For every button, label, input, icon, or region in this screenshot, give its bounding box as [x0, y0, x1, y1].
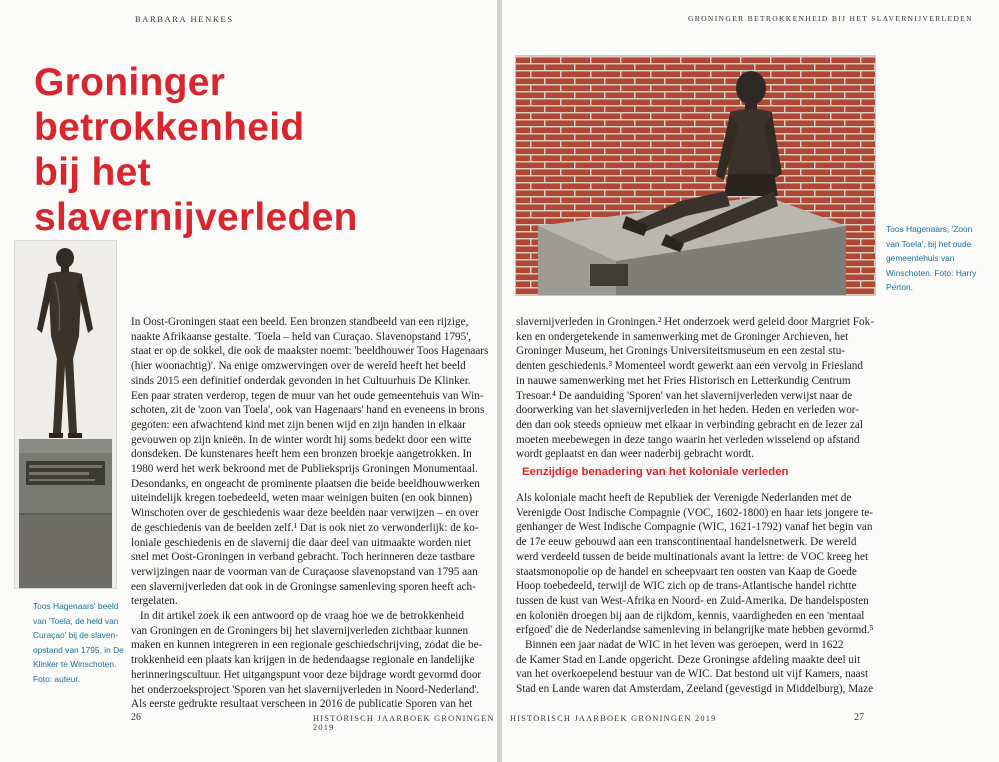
- page-number: 27: [854, 712, 864, 723]
- body-line: Groninger Museum, het Gronings Universiteitsmuseum en een zestal stu-: [516, 345, 846, 358]
- body-line: van het overkoepelend bestuur van de WIC. Dat bestond uit vijf Kamers, naast: [516, 668, 869, 681]
- body-line: maken en kunnen integreren in een regionale geschiedschrijving, zodat die be-: [131, 639, 483, 652]
- article-title: [34, 60, 474, 240]
- left-caption: [33, 599, 124, 687]
- caption-line: Curaçao' bij de slaven-: [33, 630, 118, 641]
- body-line: Als koloniale macht heeft de Republiek der Verenigde Nederlanden met de: [516, 492, 852, 504]
- caption-line: opstand van 1795, in De: [33, 644, 124, 655]
- body-line: Tresoar.⁴ De aanduiding 'Sporen' van het slavernijverleden verwijst naar de: [516, 389, 853, 402]
- body-line: Een paar straten verderop, tegen de muur van het oude gemeentehuis van Win-: [131, 389, 484, 402]
- body-line: Verenigde Oost Indische Compagnie (VOC, 1602-1800) en haar iets jongere te-: [516, 506, 873, 519]
- page-number: 26: [131, 712, 141, 723]
- caption-line: Toos Hagenaars, 'Zoon: [886, 224, 973, 234]
- body-line: Hoop toebedeeld, terwijl de WIC zich op de trans-Atlantische handel richtte: [516, 580, 857, 593]
- caption-line: Perton.: [886, 282, 914, 293]
- body-line: genhanger de West Indische Compagnie (WIC, 1621-1792) vanaf het begin van: [516, 521, 873, 534]
- caption-line: Klinker te Winschoten.: [33, 659, 117, 670]
- caption-line: Foto: auteur.: [33, 673, 81, 684]
- body-line: moeten meebewegen in deze tango waarin het verleden wisselend op afstand: [516, 433, 860, 446]
- body-line: de geschiedenis van de beelden zelf.¹ Dat is ook niet zo verwonderlijk: de ko-: [131, 521, 479, 534]
- author-name: BARBARA HENKES: [135, 14, 234, 24]
- body-line: een slavernijverleden dat ook in de Groningse samenleving sporen heeft ach-: [131, 580, 476, 593]
- body-line: den dan ook steeds opnieuw met elkaar in verbinding gebracht en de lezer zal: [516, 418, 863, 431]
- right-body-text: [516, 315, 874, 462]
- title-line-1: Groninger betrokkenheid: [34, 61, 305, 149]
- body-line: wordt geplaatst en dan weer naderbij gebracht wordt.: [516, 448, 754, 461]
- body-line: (hier woonachtig)'. Na enige omzwervingen over de wereld heeft het beeld: [131, 360, 466, 373]
- body-line: trokkenheid een plaats kan krijgen in de hedendaagse regionale en landelijke: [131, 654, 475, 667]
- running-head: GRONINGER BETROKKENHEID BIJ HET SLAVERNIJVERLEDEN: [688, 14, 973, 23]
- caption-line: van 'Toela, de held van: [33, 615, 119, 626]
- body-line: gevouwen op zijn knieën. In de winter wordt hij soms bedekt door een witte: [131, 433, 472, 446]
- body-line: Stad en Lande waren dat Amsterdam, Zeeland (gevestigd in Middelburg), Maze: [516, 683, 874, 696]
- body-line: herinneringscultuur. Het uitgangspunt voor deze bijdrage wordt gevormd door: [131, 668, 482, 681]
- body-line: In dit artikel zoek ik een antwoord op de vraag hoe we de betrokkenheid: [140, 610, 465, 623]
- left-page: [0, 0, 497, 762]
- body-line: staatsmonopolie op de handel en scheepvaart ten oosten van Kaap de Goede: [516, 565, 857, 578]
- right-caption: [886, 222, 976, 295]
- body-line: Als eerste gedrukte resultaat verscheen in 2016 de publicatie Sporen van het: [131, 698, 473, 711]
- body-line: de 17e eeuw gebouwd aan een transcontinentaal handelsnetwerk. De wereld: [516, 536, 857, 549]
- body-line: loniale geschiedenis en de slavernij die daar deel van uitmaakte worden niet: [131, 536, 472, 549]
- caption-line: van Toela', bij het oude: [886, 238, 972, 249]
- statue-photo: [14, 240, 117, 589]
- right-body-text-2: [516, 491, 874, 697]
- body-line: werd verdeeld tussen de beide multinationals avant la lettre: de VOC kreeg het: [516, 550, 869, 563]
- body-line: tussen de kust van West-Afrika en Noord- en Zuid-Amerika. De handelsposten: [516, 594, 869, 607]
- body-line: ken en ondergetekende in samenwerking met de Groninger Archieven, het: [516, 330, 849, 343]
- body-line: de Kamer Stad en Lande opgericht. Deze Groningse afdeling maakte deel uit: [516, 653, 861, 666]
- body-line: schoten, zit de 'zoon van Toela', ook van Hagenaars' hand en eveneens in brons: [131, 404, 485, 417]
- body-line: doorwerking van het slavernijverleden in het heden. Heden en verleden wor-: [516, 404, 860, 417]
- caption-line: Toos Hagenaars' beeld: [33, 601, 119, 611]
- body-line: gegoten: een afwachtend kind met zijn benen wijd en zijn handen in elkaar: [131, 418, 466, 431]
- body-line: in nauwe samenwerking met het Fries Historisch en Letterkundig Centrum: [516, 374, 851, 387]
- caption-line: gemeentehuis van: [886, 253, 955, 264]
- section-subheading: Eenzijdige benadering van het koloniale verleden: [522, 466, 789, 478]
- body-line: In Oost-Groningen staat een beeld. Een bronzen standbeeld van een rijzige,: [131, 316, 469, 328]
- body-line: sinds 2015 een definitief onderdak gevonden in het Cultuurhuis De Klinker.: [131, 374, 471, 387]
- body-line: uiteindelijk kregen toebedeeld, weten maar weinigen buiten (en ook binnen): [131, 492, 473, 505]
- caption-line: Winschoten. Foto: Harry: [886, 267, 977, 278]
- body-line: en koloniën droegen bij aan de rijkdom, kennis, vaardigheden en een 'mentaal: [516, 609, 865, 622]
- body-line: van Groningen en de Groningers bij het slavernijverleden zichtbaar kunnen: [131, 624, 469, 637]
- footer-text: HISTORISCH JAARBOEK GRONINGEN 2019: [510, 714, 717, 723]
- body-line: Desondanks, en ongeacht de prominente plaatsen die beide beeldhouwwerken: [131, 477, 480, 490]
- footer-text: HISTORISCH JAARBOEK GRONINGEN 2019: [313, 714, 495, 732]
- body-line: snel met Oost-Groningen in verband gebracht. Toch herinneren deze tastbare: [131, 551, 475, 564]
- left-body-text: [131, 315, 488, 712]
- body-line: tergelaten.: [131, 595, 178, 608]
- body-line: Binnen een jaar nadat de WIC in het leven was geroepen, werd in 1622: [525, 639, 844, 652]
- title-line-2: bij het slavernijverleden: [34, 151, 358, 239]
- body-line: donsdeken. De kunstenares heeft hem een bronzen broekje aangetrokken. In: [131, 448, 472, 461]
- zoon-van-toela-photo: [515, 55, 876, 296]
- body-line: erfgoed' die de Nederlandse samenleving in belangrijke mate hebben gevormd.⁵: [516, 624, 874, 637]
- body-line: staat er op de sokkel, die ook de maakster noemt: 'beeldhouwer Toos Hagenaars: [131, 345, 489, 358]
- body-line: Winschoten over de geschiedenis waar deze beelden naar verwijzen – en over: [131, 507, 479, 520]
- body-line: naakte Afrikaanse gestalte. 'Toela – held van Curaçao. Slavenopstand 1795',: [131, 330, 472, 343]
- body-line: 1980 werd het werk bekroond met de Publieksprijs Groningen Monumentaal.: [131, 463, 478, 476]
- body-line: slavernijverleden in Groningen.² Het onderzoek werd geleid door Margriet Fok-: [516, 316, 874, 328]
- body-line: verwijzingen naar de voorman van de Curaçaose slavenopstand van 1795 aan: [131, 565, 478, 578]
- right-page: [502, 0, 999, 762]
- body-line: het onderzoeksproject 'Sporen van het slavernijverleden in Noord-Nederland'.: [131, 683, 480, 696]
- body-line: denten geschiedenis.³ Momenteel wordt gewerkt aan een vervolg in Friesland: [516, 360, 863, 373]
